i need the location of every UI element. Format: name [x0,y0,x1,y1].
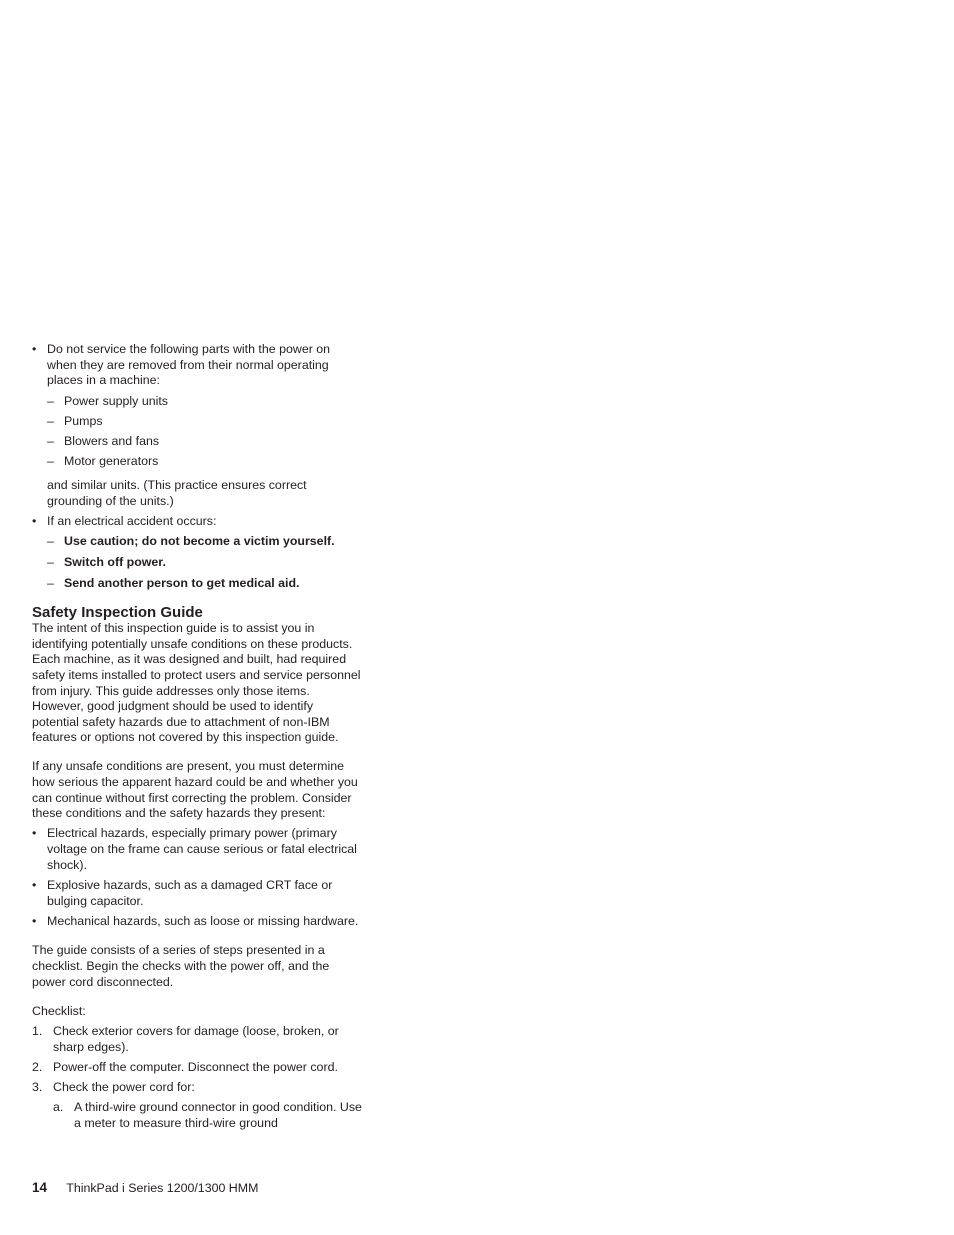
power-item-text: Motor generators [64,454,159,469]
bullet: • [32,826,37,841]
accident-item-text: Switch off power. [64,555,166,570]
step-text: Power-off the computer. Disconnect the power cord. [53,1059,338,1074]
list-item [32,1100,362,1131]
list-item [32,576,362,592]
list-item [32,1080,362,1096]
list-item [32,1060,362,1076]
hazard-text: Mechanical hazards, such as loose or missing hardware. [47,914,359,929]
hazard-text: Electrical hazards, especially primary power (primary voltage on the frame can cause serious or fatal electrical shock). [47,826,357,872]
page-footer [32,1180,258,1196]
dash: – [47,433,54,448]
step-number: 3. [32,1080,43,1095]
accident-item-text: Send another person to get medical aid. [64,575,300,590]
bullet: • [32,914,37,929]
list-item [32,878,362,909]
list-item [32,914,362,930]
power-outro-text: and similar units. (This practice ensures correct grounding of the units.) [47,478,307,508]
power-item-text: Power supply units [64,393,168,408]
main-column [32,342,362,1131]
list-item [32,1024,362,1055]
list-item [32,342,362,389]
hazard-text: Explosive hazards, such as a damaged CRT face or bulging capacitor. [47,878,333,908]
dash: – [47,413,54,428]
dash: – [47,393,54,408]
list-item [32,514,362,530]
power-item-text: Blowers and fans [64,433,160,448]
dash: – [47,454,54,469]
list-item [32,826,362,873]
list-item [32,555,362,571]
step-text: Check the power cord for: [53,1080,195,1095]
step-number: 2. [32,1059,43,1074]
accident-intro-text: If an electrical accident occurs: [47,513,217,528]
bullet: • [32,342,37,356]
sub-step-letter: a. [53,1100,64,1115]
step-number: 1. [32,1024,43,1039]
list-item [32,454,362,470]
bullet: • [32,878,37,893]
bullet: • [32,513,37,528]
sub-step-text: A third-wire ground connector in good condition. Use a meter to measure third-wire ground [74,1100,362,1130]
checklist-label: Checklist: [32,1004,86,1019]
list-item [32,434,362,450]
guide-steps-paragraph: The guide consists of a series of steps presented in a checklist. Begin the checks with the power off, and the power cord disconnected. [32,943,330,989]
power-item-text: Pumps [64,413,103,428]
dash: – [47,534,54,549]
dash: – [47,575,54,590]
power-intro-text: Do not service the following parts with the power on when they are removed from their normal operating places in a machine: [47,342,331,388]
list-item [32,414,362,430]
footer-title: ThinkPad i Series 1200/1300 HMM [66,1181,259,1195]
step-text: Check exterior covers for damage (loose, broken, or sharp edges). [53,1024,339,1054]
unsafe-conditions-paragraph: If any unsafe conditions are present, you must determine how serious the apparent hazard could be and whether you can continue without first correcting the problem. Consider these conditions and the safety hazards they present: [32,759,358,821]
list-item [32,394,362,410]
page-number: 14 [32,1180,48,1195]
list-item [32,534,362,550]
dash: – [47,555,54,570]
accident-item-text: Use caution; do not become a victim yourself. [64,534,335,549]
section-heading: Safety Inspection Guide [32,604,203,622]
intro-paragraph: The intent of this inspection guide is to assist you in identifying potentially unsafe conditions on these products. Each machine, as it was designed and built, had required safety items installed to protect users and service personnel from injury. This guide addresses only those items. However, good judgment should be used to identify potential safety hazards due to attachment of non-IBM features or options not covered by this inspection guide. [32,621,361,745]
